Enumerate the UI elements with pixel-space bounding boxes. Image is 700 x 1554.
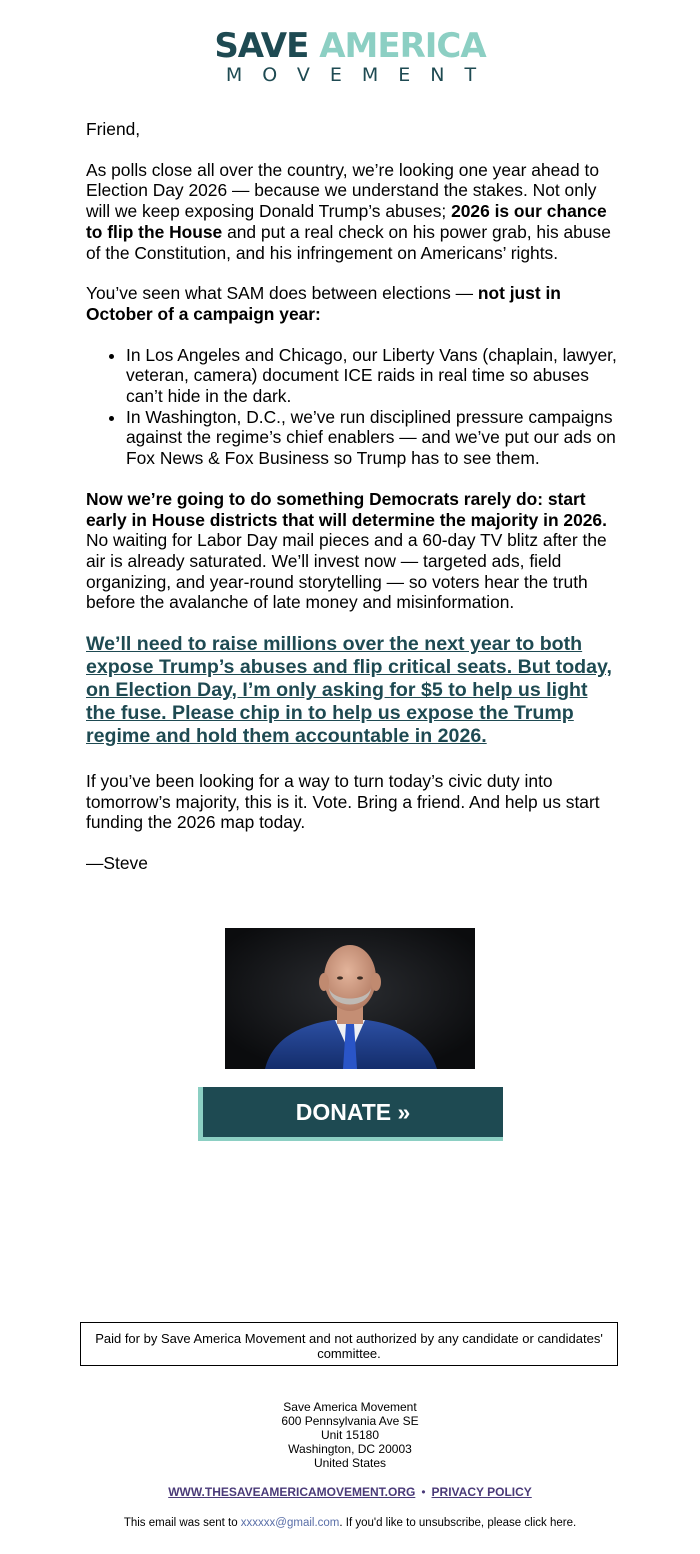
unsubscribe-line	[0, 1516, 700, 1530]
paragraph-intro-text-a: As polls close all over the country, we’re looking one year ahead to Election Day 2026 — because we understand the stakes. Not only will we keep exposing Donald Trump’s abuses;	[86, 159, 599, 222]
bullet-list	[86, 345, 618, 469]
recipient-email: xxxxxx@gmail.com	[240, 1517, 340, 1529]
footer-separator: •	[421, 1485, 426, 1499]
website-link[interactable]: WWW.THESAVEAMERICAMOVEMENT.ORG	[168, 1485, 416, 1499]
logo-word-save: SAVE	[214, 26, 309, 66]
paragraph-intro	[86, 160, 618, 264]
donate-ask-link[interactable]: We’ll need to raise millions over the next year to both expose Trump’s abuses and flip critical seats. But today, on Election Day, I’m only asking for $5 to help us light the fuse. Please chip in to help us expose the Trump regime and hold them accountable in 2026.	[86, 633, 612, 748]
address-org: Save America Movement	[283, 1400, 417, 1414]
unsub-text-a: This email was sent to	[123, 1517, 241, 1529]
paragraph-intro-text-b: and put a real check on his power grab, his abuse of the Constitution, and his infringement on Americans’ rights.	[86, 221, 611, 263]
paragraph-sam-text: You’ve seen what SAM does between elections —	[86, 283, 478, 304]
privacy-policy-link[interactable]: PRIVACY POLICY	[431, 1485, 532, 1499]
unsub-text-b[interactable]: . If you'd like to unsubscribe, please click here.	[339, 1517, 577, 1529]
address-street: 600 Pennsylvania Ave SE	[281, 1414, 419, 1428]
address-country: United States	[313, 1456, 387, 1470]
donate-button-shadow	[198, 1087, 503, 1141]
logo-word-america: AMERICA	[319, 26, 486, 66]
footer-links	[0, 1485, 700, 1499]
paragraph-sam-bold: not just in October of a campaign year:	[86, 283, 561, 324]
signature: —Steve	[86, 853, 148, 874]
logo-word-movement: MOVEMENT	[225, 64, 497, 86]
email-body	[86, 119, 618, 894]
paragraph-plan-text: No waiting for Labor Day mail pieces and a 60-day TV blitz after the air is already saturated. We’ll invest now — targeted ads, field organizing, and year-round storytelling — so voters hear the truth before the avalanche of late money and misinformation.	[86, 530, 607, 613]
list-item: • In Washington, D.C., we’ve run disciplined pressure campaigns against the regime’s chief enablers — and we’ve put our ads on Fox News & Fox Business so Trump has to see them.	[126, 407, 618, 469]
steve-portrait-photo	[225, 928, 475, 1069]
address-city: Washington, DC 20003	[288, 1442, 412, 1456]
logo-wordmark	[0, 28, 700, 64]
paragraph-sam	[86, 283, 618, 324]
list-item: • In Los Angeles and Chicago, our Liberty Vans (chaplain, lawyer, veteran, camera) document ICE raids in real time so abuses can’t hide in the dark.	[126, 345, 618, 407]
paragraph-plan-bold: Now we’re going to do something Democrats rarely do: start early in House districts that will determine the majority in 2026.	[86, 488, 607, 530]
address-unit: Unit 15180	[320, 1428, 380, 1442]
paragraph-plan	[86, 489, 618, 613]
logo	[0, 28, 700, 86]
paragraph-closing: If you’ve been looking for a way to turn today’s civic duty into tomorrow’s majority, this is it. Vote. Bring a friend. And help us start funding the 2026 map today.	[86, 771, 600, 833]
paid-for-disclaimer: Paid for by Save America Movement and not authorized by any candidate or candidates' committee.	[80, 1322, 618, 1366]
donate-button[interactable]: DONATE »	[203, 1087, 503, 1137]
paragraph-intro-bold: 2026 is our chance to flip the House	[86, 201, 607, 242]
portrait-illustration	[225, 928, 475, 1069]
mailing-address	[0, 1400, 700, 1470]
greeting: Friend,	[86, 119, 141, 139]
